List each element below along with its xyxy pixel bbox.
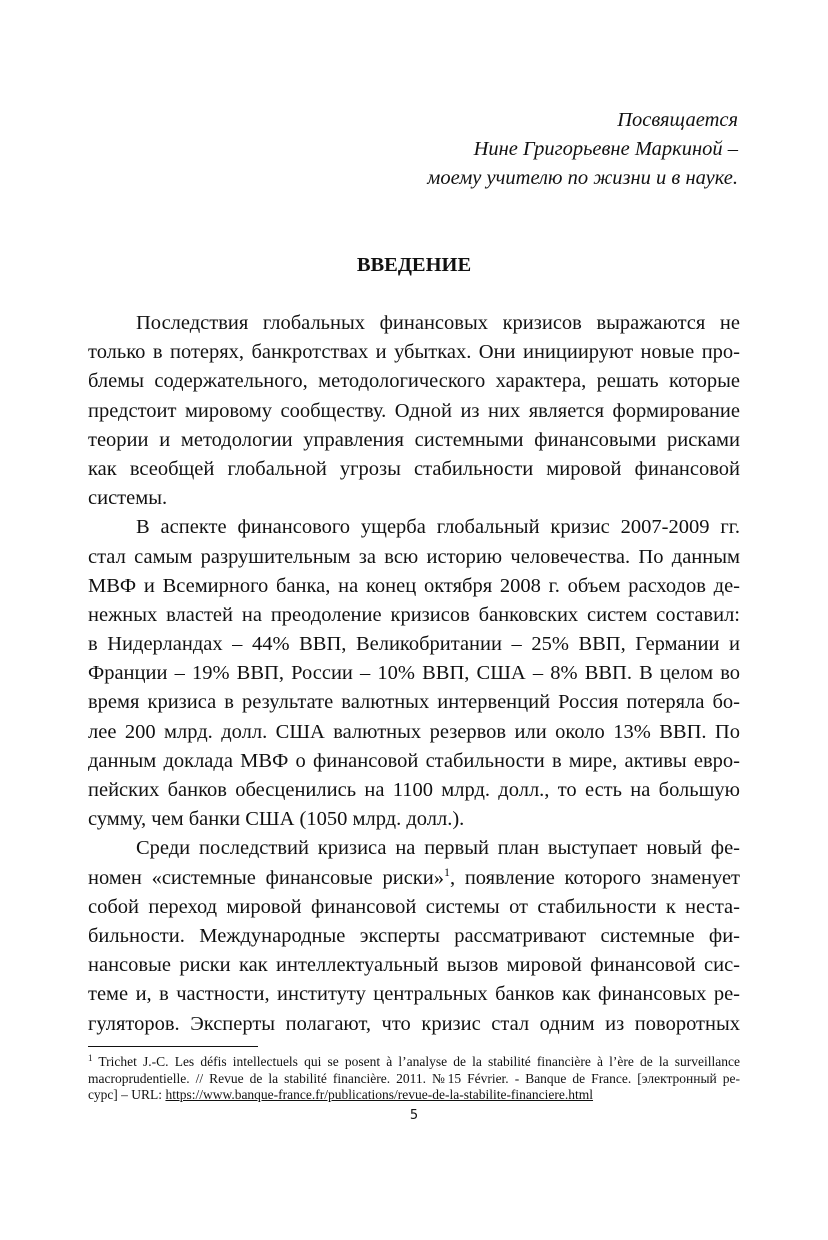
text-line: блемы содержательного, методологического характера, решать которые [88, 370, 740, 393]
text-line: В аспекте финансового ущерба глобальный кризис 2007-2009 гг. [136, 516, 740, 539]
text-line: данным доклада МВФ о финансовой стабильности в мире, активы евро- [88, 749, 740, 772]
dedication-line: Посвящается [617, 109, 738, 131]
text-line: лее 200 млрд. долл. США валютных резервов или около 13% ВВП. По [88, 720, 740, 743]
text-line: стал самым разрушительным за всю историю человечества. По данным [88, 545, 740, 568]
page-number: 5 [409, 1108, 419, 1123]
text-line: нансовые риски как интеллектуальный вызов мировой финансовой сис- [88, 954, 740, 977]
footnote [88, 1054, 740, 1104]
footnote-text: Trichet J.-C. Les défis intellectuels qui se posent à l’analyse de la stabilité financière à l’ère de la surveillance [98, 1054, 740, 1069]
text-line: нежных властей на преодоление кризисов банковских систем составил: [88, 603, 740, 626]
text-line: в Нидерландах – 44% ВВП, Великобритании – 25% ВВП, Германии и [88, 633, 740, 656]
text-line: сумму, чем банки США (1050 млрд. долл.). [88, 808, 465, 831]
text-line: МВФ и Всемирного банка, на конец октября 2008 г. объем расходов де- [88, 574, 740, 597]
text-line: собой переход мировой финансовой системы от стабильности к неста- [88, 895, 740, 918]
footnote-marker: 1 [88, 1053, 93, 1063]
text-fragment: номен «системные финансовые риски» [88, 866, 444, 889]
text-line: время кризиса в результате валютных интервенций Россия потеряла бо- [88, 691, 740, 714]
dedication-line: моему учителю по жизни и в науке. [427, 167, 738, 189]
footnote-reference[interactable]: 1 [443, 864, 450, 879]
text-line: Франции – 19% ВВП, России – 10% ВВП, США – 8% ВВП. В целом во [88, 662, 740, 685]
text-line: пейских банков обесценились на 1100 млрд. долл., то есть на большую [88, 779, 740, 801]
text-line: только в потерях, банкротствах и убытках. Они инициируют новые про- [88, 341, 740, 364]
dedication [427, 106, 738, 193]
text-line: теории и методологии управления системными финансовыми рисками [88, 428, 740, 451]
text-line: Последствия глобальных финансовых кризисов выражаются не [136, 312, 740, 334]
footnote-line [88, 1087, 740, 1104]
text-line: бильности. Международные эксперты рассматривают системные фи- [88, 924, 740, 947]
footnote-text: сурс] – URL: [88, 1087, 166, 1102]
text-line: Среди последствий кризиса на первый план выступает новый фе- [136, 837, 740, 860]
text-line-with-footnote [88, 864, 740, 893]
footnote-line [88, 1054, 740, 1071]
text-line: как всеобщей глобальной угрозы стабильности мировой финансовой [88, 457, 740, 480]
text-line: теме и, в частности, институту центральных банков как финансовых ре- [88, 983, 740, 1006]
text-line: системы. [88, 487, 168, 510]
text-fragment: , появление которого знаменует [449, 866, 740, 889]
body-text [88, 309, 740, 1039]
footnote-divider [88, 1046, 258, 1047]
section-title: ВВЕДЕНИЕ [356, 254, 472, 276]
dedication-line: Нине Григорьевне Маркиной – [473, 138, 738, 160]
text-line: предстоит мировому сообществу. Одной из них является формирование [88, 399, 740, 422]
footnote-line: macroprudentielle. // Revue de la stabilité financière. 2011. №15 Février. - Banque de France. [электронный ре- [88, 1070, 740, 1086]
text-line: гуляторов. Эксперты полагают, что кризис стал одним из поворотных [88, 1012, 740, 1035]
footnote-url-link[interactable]: https://www.banque-france.fr/publications/revue-de-la-stabilite-financiere.html [165, 1087, 594, 1102]
